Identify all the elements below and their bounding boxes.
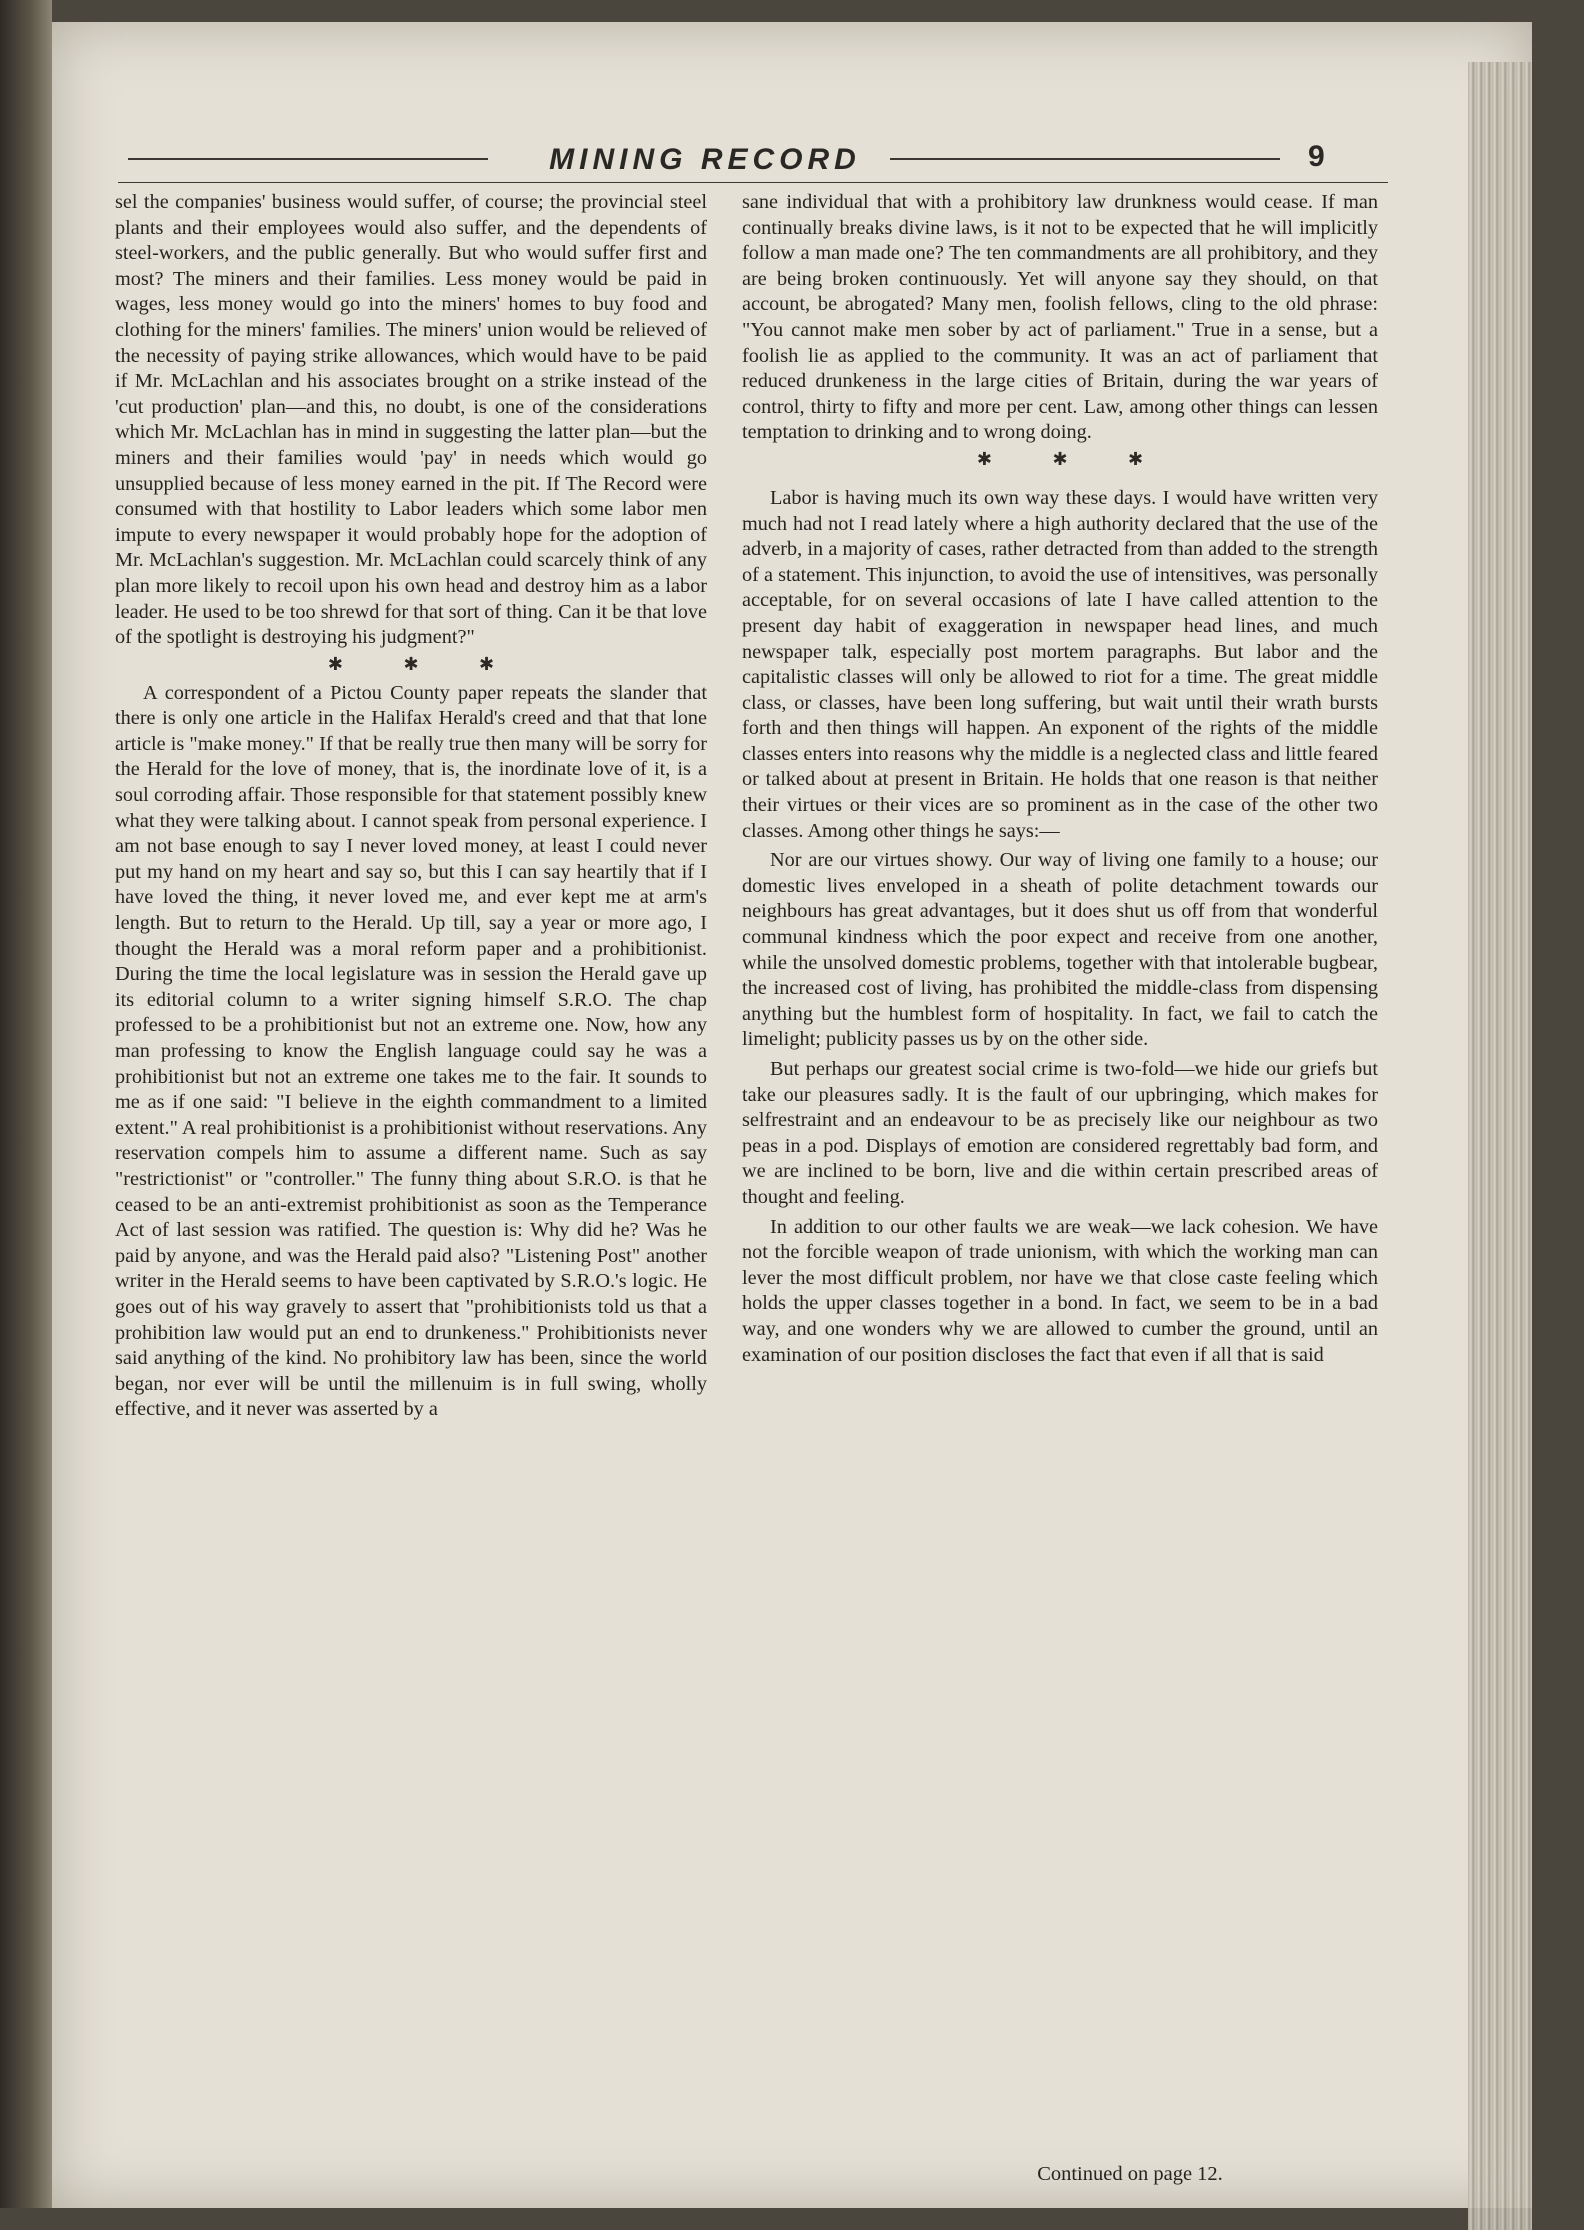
section-divider-ornament: ✱ ✱ ✱	[327, 653, 523, 674]
right-paragraph-1: sane individual that with a prohibitory law drunkness would cease. If man continually breaks divine laws, is it not to be expected that he will implicitly follow a man made one? The ten commandments are all prohibitory, and they are being broken continuously. Yet will anyone say they should, on that account, be abrogated? Many men, foolish fellows, cling to the old phrase: "You cannot make men sober by act of parliament." True in a sense, but a foolish lie as applied to the community. It was an act of parliament that reduced drunkeness in the large cities of Britain, during the war years of control, thirty to fifty and more per cent. Law, among other things can lessen temptation to drinking and to wrong doing.	[742, 191, 1378, 444]
continued-note: Continued on page 12.	[1037, 2163, 1223, 2185]
right-paragraph-4: But perhaps our greatest social crime is two-fold—we hide our griefs but take our pleasures sadly. It is the fault of our upbringing, which makes for selfrestraint and an endeavour to be as precisely like our neighbour as two peas in a pod. Displays of emotion are considered regrettably bad form, and we are inclined to be born, live and die within certain prescribed areas of thought and feeling.	[742, 1058, 1378, 1208]
right-paragraph-3: Nor are our virtues showy. Our way of living one family to a house; our domestic lives enveloped in a sheath of polite detachment towards our neighbours has great advantages, but it does shut us off from that wonderful communal kindness which the poor expect and receive from one another, while the unsolved domestic problems, together with that intolerable bugbear, the increased cost of living, has prohibited the middle-class from dispensing anything but the humblest form of hospitality. In fact, we fail to catch the limelight; publicity passes us by on the other side.	[742, 849, 1378, 1051]
header-underline	[118, 182, 1388, 183]
header-rule-left	[128, 158, 488, 160]
header-rule-right	[890, 158, 1280, 160]
page-number: 9	[1308, 140, 1325, 173]
page-header-title: MINING RECORD	[549, 143, 861, 176]
right-paragraph-2: Labor is having much its own way these days. I would have written very much had not I read lately where a high authority declared that the use of the adverb, in a majority of cases, rather detracted from than added to the strength of a statement. This injunction, to avoid the use of intensitives, was personally acceptable, for on several occasions of late I have called attention to the present day habit of exaggeration in newspaper head lines, and much newspaper talk, especially post mortem paragraphs. But labor and the capitalistic classes will only be allowed to riot for a time. The great middle class, or classes, have been long suffering, but wait until their wrath bursts forth and then things will happen. An exponent of the rights of the middle classes enters into reasons why the middle is a neglected class and little feared or talked about at present in Britain. He holds that one reason is that neither their virtues or their vices are so prominent as in the case of the other two classes. Among other things he says:—	[742, 486, 1378, 842]
scan-background-left	[0, 0, 52, 2208]
left-paragraph-1: sel the companies' business would suffer, of course; the provincial steel plants and their employees would also suffer, and the dependents of steel-workers, and the public generally. But who would suffer first and most? The miners and their families. Less money would be paid in wages, less money would go into the miners' homes to buy food and clothing for the miners' families. The miners' union would be relieved of the necessity of paying strike allowances, which would have to be paid if Mr. McLachlan and his associates brought on a strike instead of the 'cut production' plan—and this, no doubt, is one of the considerations which Mr. McLachlan has in mind in suggesting the latter plan—but the miners and their families would 'pay' in needs which would go unsupplied because of less money earned in the pit. If The Record were consumed with that hostility to Labor leaders which some labor men impute to every newspaper it would probably hope for the adoption of Mr. McLachlan's suggestion. Mr. McLachlan could scarcely think of any plan more likely to recoil upon his own head and destroy him as a labor leader. He used to be too shrewd for that sort of thing. Can it be that love of the spotlight is destroying his judgment?"	[115, 191, 707, 649]
page-stack-edge	[1468, 62, 1532, 2230]
section-divider-ornament: ✱ ✱ ✱	[976, 448, 1172, 469]
right-paragraph-5: In addition to our other faults we are weak—we lack cohesion. We have not the forcible weapon of trade unionism, with which the working man can lever the most difficult problem, nor have we that close caste feeling which holds the upper classes together in a bond. In fact, we seem to be in a bad way, and one wonders why we are allowed to cumber the ground, until an examination of our position discloses the fact that even if all that is said	[742, 1215, 1378, 1366]
left-paragraph-2: A correspondent of a Pictou County paper repeats the slander that there is only one article in the Halifax Herald's creed and that that lone article is "make money." If that be really true then many will be sorry for the Herald for the love of money, that is, the inordinate love of it, is a soul corroding affair. Those responsible for that statement possibly knew what they were talking about. I cannot speak from personal experience. I am not base enough to say I never loved money, at least I could never put my hand on my heart and say so, but this I can say heartily that if I have loved the thing, it never loved me, and ever kept me at arm's length. But to return to the Herald. Up till, say a year or more ago, I thought the Herald was a moral reform paper and a prohibitionist. During the time the local legislature was in session the Herald gave up its editorial column to a writer signing himself S.R.O. The chap professed to be a prohibitionist but not an extreme one. Now, how any man professing to know the English language could say he was a prohibitionist but not an extreme one takes me to the fair. It sounds to me as if one said: "I believe in the eighth commandment to a limited extent." A real prohibitionist is a prohibitionist without reservations. Any reservation compels him to assume a different name. Such as say "restrictionist" or "controller." The funny thing about S.R.O. is that he ceased to be an anti-extremist prohibitionist as soon as the Temperance Act of last session was ratified. The question is: Why did he? Was he paid by anyone, and was the Herald paid also? "Listening Post" another writer in the Herald seems to have been captivated by S.R.O.'s logic. He goes out of his way gravely to assert that "prohibitionists told us that a prohibition law would put an end to drunkeness." Prohibitionists never said anything of the kind. No prohibitory law has been, since the world began, nor ever will be until the millenuim is in full swing, wholly effective, and it never was asserted by a	[115, 681, 707, 1421]
left-column	[115, 190, 707, 1423]
right-column	[742, 190, 1378, 1368]
